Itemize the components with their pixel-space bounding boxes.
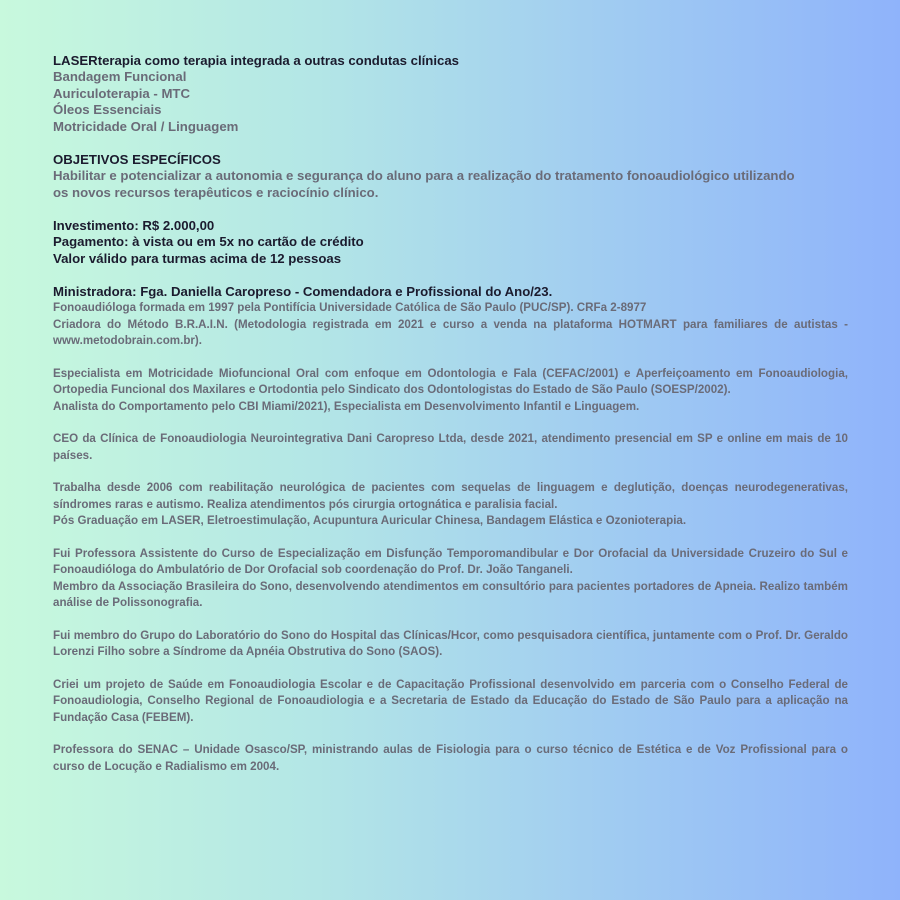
bio-paragraph: Especialista em Motricidade Miofuncional Oral com enfoque em Odontologia e Fala (CEFAC/2001) e Aperfeiçoamento em Fonoaudiologia, Ortopedia Funcional dos Maxilares e Ortodontia pelo Sindicato dos Odontologistas do Estado de São Paulo (SOESP/2002). [53,366,848,397]
bio-paragraph: Membro da Associação Brasileira do Sono, desenvolvendo atendimentos em consultório para pacientes portadores de Apneia. Realizo também análise de Polissonografia. [53,579,848,610]
ministradora-title: Ministradora: Fga. Daniella Caropreso - Comendadora e Profissional do Ano/23. [53,284,553,300]
course-info [53,52,848,775]
bio-paragraph: Pós Graduação em LASER, Eletroestimulação, Acupuntura Auricular Chinesa, Bandagem Elástica e Ozonioterapia. [53,514,687,528]
bio-paragraph: Fui Professora Assistente do Curso de Especialização em Disfunção Temporomandibular e Dor Orofacial da Universidade Cruzeiro do Sul e Fonoaudióloga do Ambulatório de Dor Orofacial sob coordenação do Prof. Dr. João Tanganeli. [53,546,848,577]
bio-paragraph: CEO da Clínica de Fonoaudiologia Neurointegrativa Dani Caropreso Ltda, desde 2021, atendimento presencial em SP e online em mais de 10 países. [53,432,848,462]
validity-text: Valor válido para turmas acima de 12 pessoas [53,250,342,266]
bio-paragraph: Trabalha desde 2006 com reabilitação neurológica de pacientes com sequelas de linguagem e deglutição, doenças neurodegenerativas, síndromes raras e autismo. Realiza atendimentos pós cirurgia ortognática e paralisia facial. [53,481,848,511]
objetivos-text: os novos recursos terapêuticos e raciocínio clínico. [53,184,379,200]
laser-item: Óleos Essenciais [53,102,162,118]
bio-paragraph: Analista do Comportamento pelo CBI Miami/2021), Especialista em Desenvolvimento Infantil e Linguagem. [53,399,640,413]
bio-paragraph: Fonoaudióloga formada em 1997 pela Pontifícia Universidade Católica de São Paulo (PUC/SP). CRFa 2-8977 [53,301,647,315]
objetivos-section [53,151,848,201]
bio-paragraph: Professora do SENAC – Unidade Osasco/SP, ministrando aulas de Fisiologia para o curso técnico de Estética e de Voz Profissional para o curso de Locução e Radialismo em 2004. [53,743,848,773]
objetivos-title: OBJETIVOS ESPECÍFICOS [53,152,221,168]
laser-item: Bandagem Funcional [53,69,187,84]
laser-item: Motricidade Oral / Linguagem [53,118,239,134]
bio-paragraph: Criadora do Método B.R.A.I.N. (Metodologia registrada em 2021 e curso a venda na plataforma HOTMART para familiares de autistas - www.metodobrain.com.br). [53,317,848,348]
laser-item: Auriculoterapia - MTC [53,85,191,101]
objetivos-text: Habilitar e potencializar a autonomia e segurança do aluno para a realização do tratamento fonoaudiológico utilizando [53,168,795,184]
laser-title: LASERterapia como terapia integrada a outras condutas clínicas [53,53,459,68]
laser-section [53,52,848,135]
bio-paragraph: Criei um projeto de Saúde em Fonoaudiologia Escolar e de Capacitação Profissional desenvolvido em parceria com o Conselho Federal de Fonoaudiologia, Conselho Regional de Fonoaudiologia e a Secretaria de Estado da Educação do Estado de São Paulo para a aplicação na Fundação Casa (FEBEM). [53,677,848,724]
investimento-section [53,218,848,268]
ministradora-section [53,283,848,775]
price-text: Investimento: R$ 2.000,00 [53,217,215,233]
payment-text: Pagamento: à vista ou em 5x no cartão de crédito [53,234,364,250]
bio-paragraph: Fui membro do Grupo do Laboratório do Sono do Hospital das Clínicas/Hcor, como pesquisadora científica, juntamente com o Prof. Dr. Geraldo Lorenzi Filho sobre a Síndrome da Apnéia Obstrutiva do Sono (SAOS). [53,628,848,659]
